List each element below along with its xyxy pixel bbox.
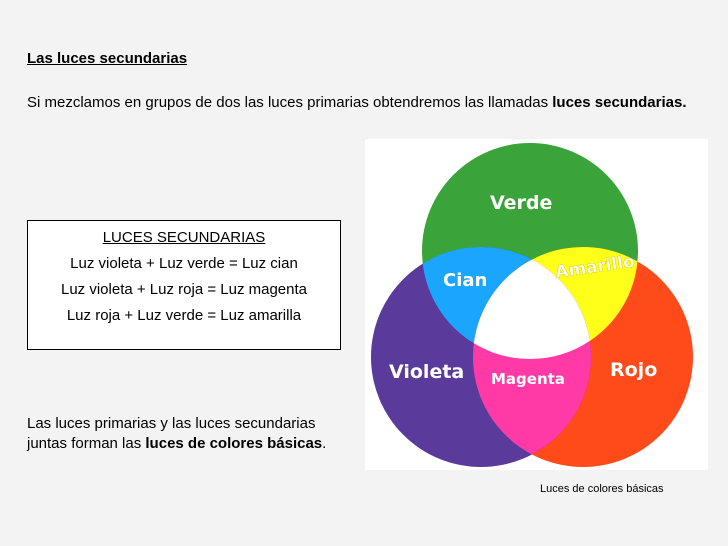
box-title: LUCES SECUNDARIAS (102, 229, 266, 246)
outro-text: Las luces primarias y las luces secundarias juntas forman las (27, 415, 316, 452)
color-venn-diagram (365, 139, 708, 470)
intro-bold: luces secundarias. (552, 94, 687, 111)
outro-end: . (322, 435, 327, 452)
box-line-amarilla: Luz roja + Luz verde = Luz amarilla (66, 307, 302, 324)
diagram-caption: Luces de colores básicas (540, 483, 664, 495)
label-verde: Verde (490, 192, 553, 214)
label-cian: Cian (443, 270, 488, 291)
secondary-lights-box (27, 220, 341, 350)
outro-bold: luces de colores básicas (145, 435, 323, 452)
intro-paragraph (27, 92, 687, 113)
box-line-cian: Luz violeta + Luz verde = Luz cian (70, 255, 298, 272)
label-violeta: Violeta (389, 361, 465, 383)
intro-text: Si mezclamos en grupos de dos las luces primarias obtendremos las llamadas (27, 94, 553, 111)
box-line-magenta: Luz violeta + Luz roja = Luz magenta (61, 281, 307, 298)
label-magenta: Magenta (491, 370, 565, 388)
heading: Las luces secundarias (27, 50, 188, 67)
label-rojo: Rojo (610, 359, 658, 381)
venn-svg (365, 139, 708, 470)
label-amarillo: Amarillo (554, 251, 636, 283)
outro-paragraph (27, 414, 337, 454)
